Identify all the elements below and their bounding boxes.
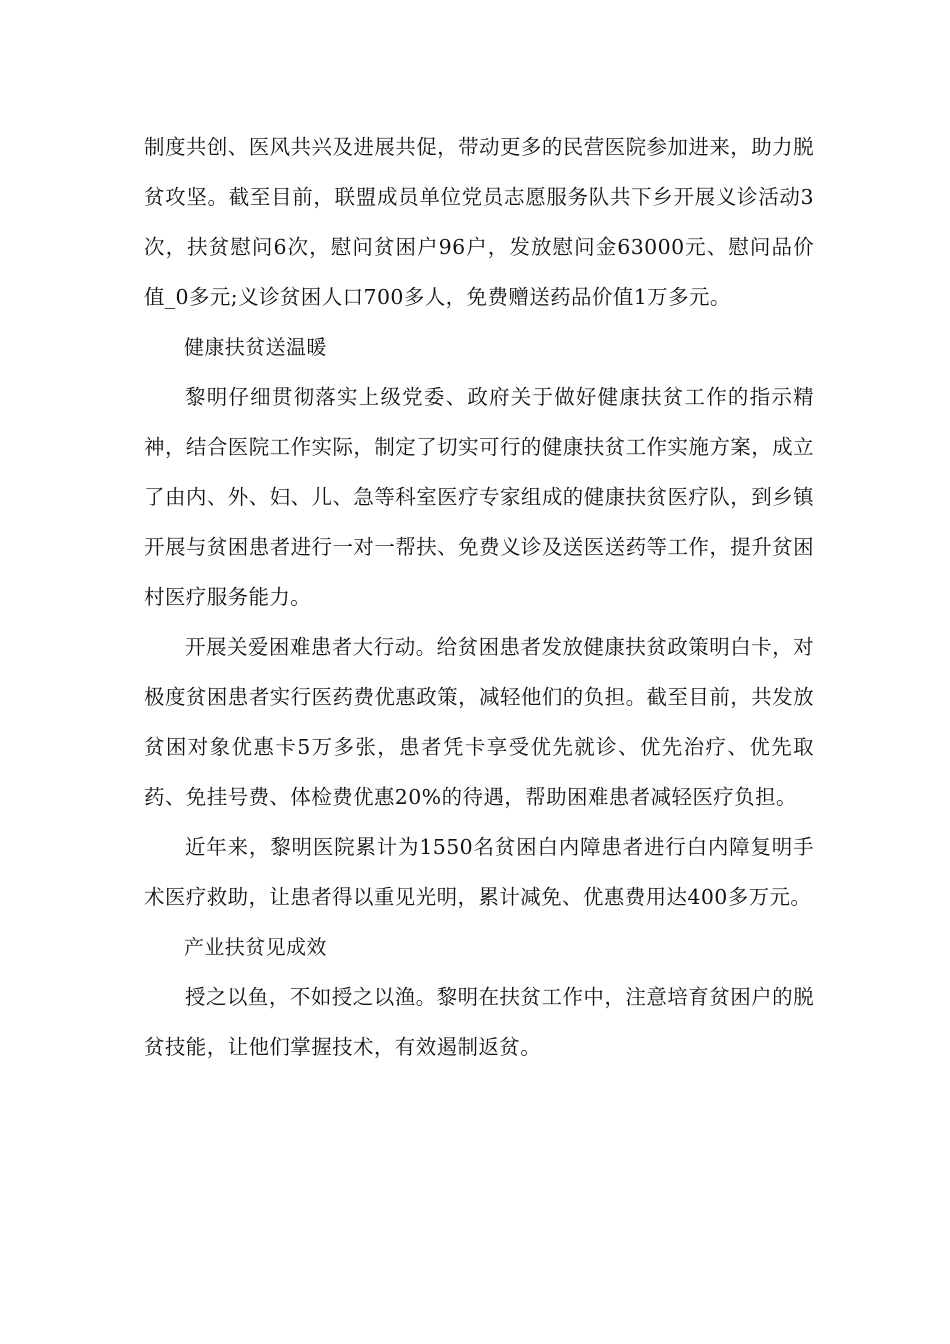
paragraph-cataract: 近年来，黎明医院累计为1550名贫困白内障患者进行白内障复明手术医疗救助，让患者得以重见光明，累计减免、优惠费用达400多万元。 [144, 835, 814, 909]
paragraph-skills: 授之以鱼，不如授之以渔。黎明在扶贫工作中，注意培育贫困户的脱贫技能，让他们掌握技术，有效遏制返贫。 [144, 985, 814, 1059]
paragraph-care-action: 开展关爱困难患者大行动。给贫困患者发放健康扶贫政策明白卡，对极度贫困患者实行医药费优惠政策，减轻他们的负担。截至目前，共发放贫困对象优惠卡5万多张，患者凭卡享受优先就诊、优先治疗、优先取药、免挂号费、体检费优惠20%的待遇，帮助困难患者减轻医疗负担。 [144, 635, 814, 809]
document-body [144, 122, 814, 1072]
paragraph-health-plan: 黎明仔细贯彻落实上级党委、政府关于做好健康扶贫工作的指示精神，结合医院工作实际，制定了切实可行的健康扶贫工作实施方案，成立了由内、外、妇、儿、急等科室医疗专家组成的健康扶贫医疗队，到乡镇开展与贫困患者进行一对一帮扶、免费义诊及送医送药等工作，提升贫困村医疗服务能力。 [144, 385, 814, 609]
section-heading-health: 健康扶贫送温暖 [184, 335, 327, 359]
paragraph-continuation: 制度共创、医风共兴及进展共促，带动更多的民营医院参加进来，助力脱贫攻坚。截至目前，联盟成员单位党员志愿服务队共下乡开展义诊活动3次，扶贫慰问6次，慰问贫困户96户，发放慰问金63000元、慰问品价值_0多元;义诊贫困人口700多人，免费赠送药品价值1万多元。 [144, 135, 814, 309]
section-heading-industry: 产业扶贫见成效 [184, 935, 327, 959]
